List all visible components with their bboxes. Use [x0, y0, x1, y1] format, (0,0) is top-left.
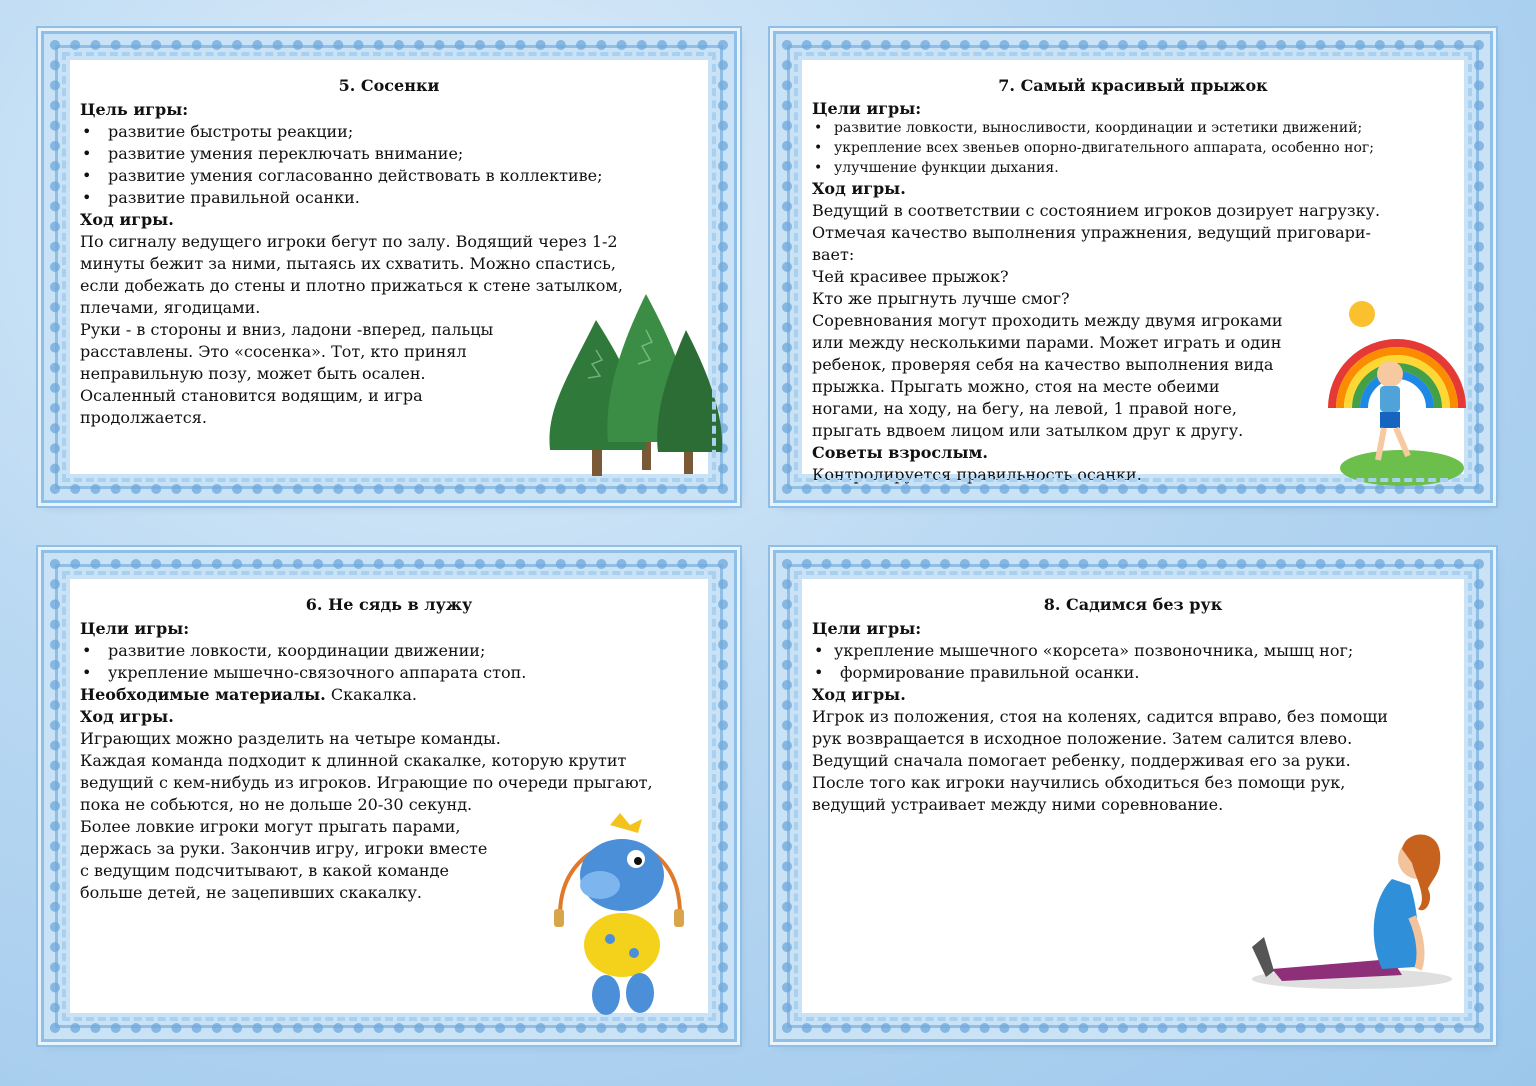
goal-item: • развитие ловкости, выносливости, координации и эстетики движений;: [812, 118, 1454, 138]
text-line: минуты бежит за ними, пытаясь их схватить. Можно спастись,: [80, 254, 616, 273]
text-line: Каждая команда подходит к длинной скакалке, которую крутит: [80, 751, 627, 770]
text-line: больше детей, не зацепивших скакалку.: [80, 883, 422, 902]
goal-list: [812, 640, 1454, 684]
pine-trees-illustration: [546, 290, 726, 480]
materials-heading: Необходимые материалы.: [80, 685, 326, 704]
text-line: Чей красивее прыжок?: [812, 267, 1009, 286]
text-line: Кто же прыгнуть лучше смог?: [812, 289, 1070, 308]
text-line: ведущий с кем-нибудь из игроков. Играющие по очереди прыгают,: [80, 773, 653, 792]
text-line: прыжка. Прыгать можно, стоя на месте обеими: [812, 377, 1220, 396]
goal-item: • укрепление мышечно-связочного аппарата стоп.: [80, 662, 698, 684]
advice-heading: Советы взрослым.: [812, 443, 988, 462]
card-title: 6. Не сядь в лужу: [305, 595, 473, 614]
text-line: рук возвращается в исходное положение. Затем салится влево.: [812, 729, 1353, 748]
text-line: Руки - в стороны и вниз, ладони -вперед, пальцы: [80, 320, 494, 339]
goal-item: • развитие ловкости, координации движении;: [80, 640, 698, 662]
goal-list: [80, 121, 698, 209]
text-line: Более ловкие игроки могут прыгать парами,: [80, 817, 461, 836]
text-line: Играющих можно разделить на четыре команды.: [80, 729, 501, 748]
card-game-5: [44, 34, 734, 500]
text-line: или между несколькими парами. Может играть и один: [812, 333, 1282, 352]
goal-heading: Цель игры:: [80, 100, 189, 119]
text-line: Ведущий в соответствии с состоянием игроков дозирует нагрузку.: [812, 201, 1381, 220]
card-game-8: [776, 553, 1490, 1039]
goal-item: • развитие правильной осанки.: [80, 187, 698, 209]
goal-list: [80, 640, 698, 684]
text-line: Соревнования могут проходить между двумя игроками: [812, 311, 1283, 330]
text-line: ведущий устраивает между ними соревнование.: [812, 795, 1224, 814]
text-line: ногами, на ходу, на бегу, на левой, 1 правой ноге,: [812, 399, 1237, 418]
goal-item: • укрепление мышечного «корсета» позвоночника, мышц ног;: [812, 640, 1454, 662]
text-line: неправильную позу, может быть осален.: [80, 364, 426, 383]
text-line: вает:: [812, 245, 855, 264]
sitting-girl-illustration: [1242, 819, 1452, 999]
text-line: пока не собьются, но не дольше 20-30 секунд.: [80, 795, 473, 814]
text-line: По сигналу ведущего игроки бегут по залу. Водящий через 1-2: [80, 232, 618, 251]
card-title: 8. Садимся без рук: [1043, 595, 1223, 614]
card-title: 7. Самый красивый прыжок: [998, 76, 1268, 95]
text-line: Отмечая качество выполнения упражнения, ведущий приговари-: [812, 223, 1371, 242]
text-line: Осаленный становится водящим, и игра: [80, 386, 423, 405]
text-line: продолжается.: [80, 408, 207, 427]
text-line: Ведущий сначала помогает ребенку, поддерживая его за руки.: [812, 751, 1351, 770]
text-line: Игрок из положения, стоя на коленях, садится вправо, без помощи: [812, 707, 1388, 726]
text-line: расставлены. Это «сосенка». Тот, кто принял: [80, 342, 467, 361]
goal-heading: Цели игры:: [80, 619, 190, 638]
materials-line: [80, 684, 698, 706]
text-line: если добежать до стены и плотно прижаться к стене затылком,: [80, 276, 623, 295]
text-line: После того как игроки научились обходиться без помощи рук,: [812, 773, 1346, 792]
hippo-jump-rope-illustration: [540, 805, 700, 1025]
course-heading: Ход игры.: [80, 210, 174, 229]
text-line: с ведущим подсчитывают, в какой команде: [80, 861, 449, 880]
advice-text: Контролируется правильность осанки.: [812, 465, 1142, 484]
text-line: ребенок, проверяя себя на качество выполнения вида: [812, 355, 1274, 374]
card-game-7: [776, 34, 1490, 500]
goal-item: • развитие быстроты реакции;: [80, 121, 698, 143]
course-heading: Ход игры.: [812, 685, 906, 704]
course-heading: Ход игры.: [812, 179, 906, 198]
goal-heading: Цели игры:: [812, 619, 922, 638]
text-line: прыгать вдвоем лицом или затылком друг к другу.: [812, 421, 1244, 440]
goal-item: • формирование правильной осанки.: [812, 662, 1454, 684]
goal-item: • развитие умения переключать внимание;: [80, 143, 698, 165]
goal-list: [812, 118, 1454, 178]
text-line: держась за руки. Закончив игру, игроки вместе: [80, 839, 488, 858]
goal-heading: Цели игры:: [812, 99, 922, 118]
text-line: плечами, ягодицами.: [80, 298, 261, 317]
goal-item: • укрепление всех звеньев опорно-двигательного аппарата, особенно ног;: [812, 138, 1454, 158]
goal-item: • улучшение функции дыхания.: [812, 158, 1454, 178]
materials-text: Скакалка.: [330, 685, 417, 704]
goal-item: • развитие умения согласованно действовать в коллективе;: [80, 165, 698, 187]
card-title: 5. Сосенки: [338, 76, 440, 95]
card-game-6: [44, 553, 734, 1039]
rainbow-jumping-child-illustration: [1322, 288, 1472, 488]
course-heading: Ход игры.: [80, 707, 174, 726]
